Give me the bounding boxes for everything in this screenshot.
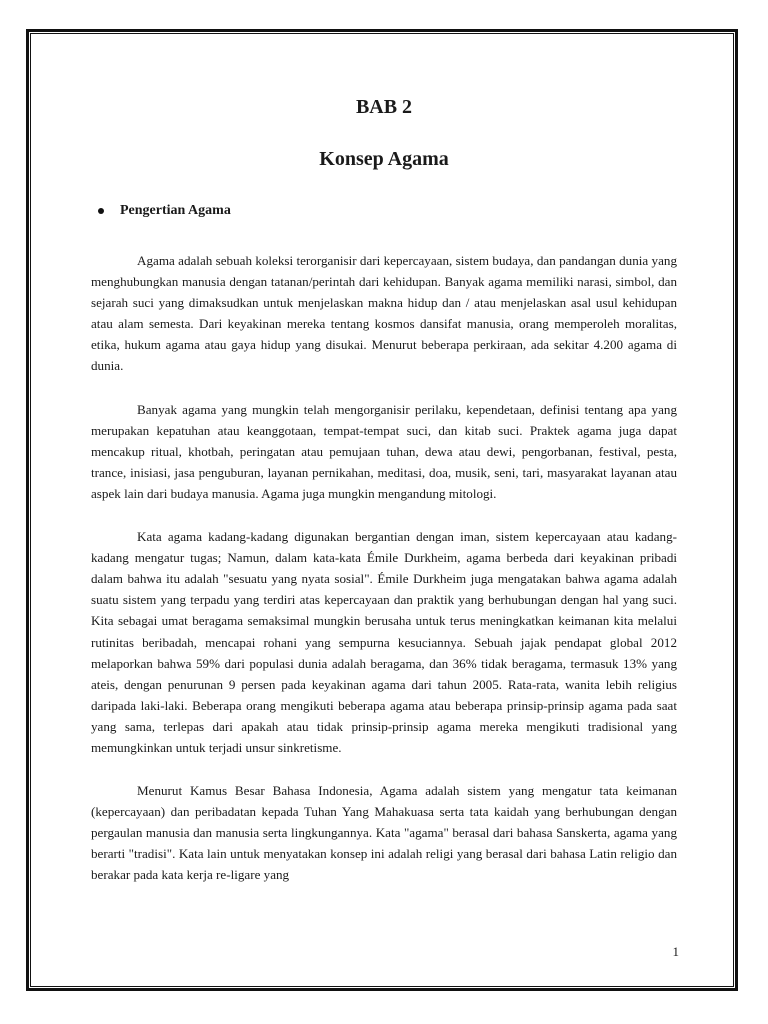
paragraph-3: Kata agama kadang-kadang digunakan bergantian dengan iman, sistem kepercayaan atau kadang-kadang mengatur tugas; Namun, dalam kata-kata Émile Durkheim, agama berbeda dari keyakinan pribadi dalam bahwa itu adalah "sesuatu yang nyata sosial". Émile Durkheim juga mengatakan bahwa agama adalah suatu sistem yang terpadu yang terdiri atas kepercayaan dan praktik yang berhubungan dengan hal yang suci. Kita sebagai umat beragama semaksimal mungkin berusaha untuk terus meningkatkan keimanan kita melalui rutinitas beribadah, mencapai rohani yang sempurna kesuciannya. Sebuah jajak pendapat global 2012 melaporkan bahwa 59% dari populasi dunia adalah beragama, dan 36% tidak beragama, termasuk 13% yang ateis, dengan penurunan 9 persen pada keyakinan agama dari tahun 2005. Rata-rata, wanita lebih religius daripada laki-laki. Beberapa orang mengikuti beberapa agama atau beberapa prinsip-prinsip agama pada saat yang sama, terlepas dari apakah atau tidak prinsip-prinsip agama mereka mengikuti tradisional yang memungkinkan untuk terjadi unsur sinkretisme. [91,529,677,755]
paragraph-2: Banyak agama yang mungkin telah mengorganisir perilaku, kependetaan, definisi tentang apa yang merupakan kepatuhan atau keanggotaan, tempat-tempat suci, dan kitab suci. Praktek agama juga dapat mencakup ritual, khotbah, peringatan atau pemujaan tuhan, dewa atau dewi, pengorbanan, festival, pesta, trance, inisiasi, jasa penguburan, layanan pernikahan, meditasi, doa, musik, seni, tari, masyarakat layanan atau aspek lain dari budaya manusia. Agama juga mungkin mengandung mitologi. [91,401,677,501]
paragraph-1: Agama adalah sebuah koleksi terorganisir dari kepercayaan, sistem budaya, dan pandangan dunia yang menghubungkan manusia dengan tatanan/perintah dari kehidupan. Banyak agama memiliki narasi, simbol, dan sejarah suci yang dimaksudkan untuk menjelaskan makna hidup dan / atau menjelaskan asal usul kehidupan atau alam semesta. Dari keyakinan mereka tentang kosmos dansifat manusia, orang memperoleh moralitas, etika, hukum agama atau gaya hidup yang disukai. Menurut beberapa perkiraan, ada sekitar 4.200 agama di dunia. [91,253,677,374]
section-heading-label: Pengertian Agama [120,203,231,218]
section-heading [98,203,231,219]
body-text [91,250,677,908]
paragraph-4: Menurut Kamus Besar Bahasa Indonesia, Agama adalah sistem yang mengatur tata keimanan (kepercayaan) dan peribadatan kepada Tuhan Yang Mahakuasa serta tata kaidah yang berhubungan dengan pergaulan manusia dan manusia serta lingkungannya. Kata "agama" berasal dari bahasa Sanskerta, agama yang berarti "tradisi". Kata lain untuk menyatakan konsep ini adalah religi yang berasal dari bahasa Latin religio dan berakar pada kata kerja re-ligare yang [91,783,677,883]
chapter-heading: BAB 2 [355,96,413,118]
bullet-icon [98,208,104,214]
page-title: Konsep Agama [319,148,449,170]
page-number: 1 [672,944,679,959]
